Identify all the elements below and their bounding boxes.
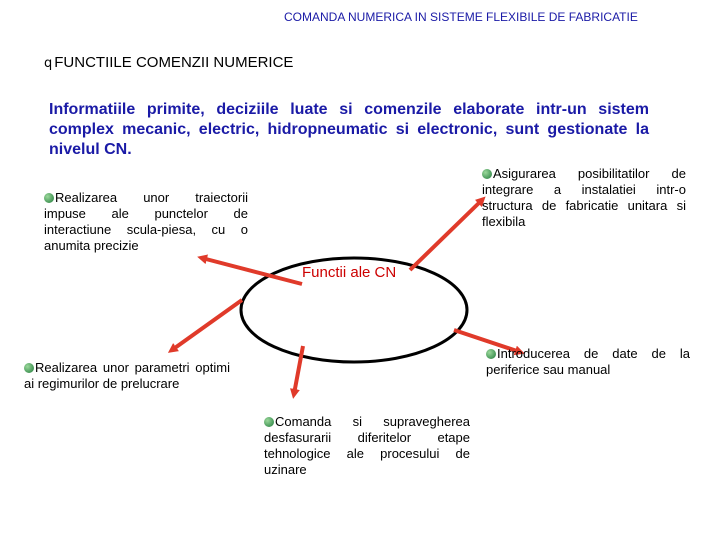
green-bullet-icon <box>482 169 492 179</box>
center-label: Functii ale CN <box>302 264 397 281</box>
arrow-to-traiectorii <box>202 258 302 284</box>
node-parametri <box>24 360 230 392</box>
node-integrare-text: Asigurarea posibilitatilor de integrare a instalatiei intr-o structura de fabricatie unitara si flexibila <box>482 166 686 229</box>
green-bullet-icon <box>264 417 274 427</box>
header-title: COMANDA NUMERICA IN SISTEME FLEXIBILE DE FABRICATIE <box>284 10 638 24</box>
section-title-text: FUNCTIILE COMENZII NUMERICE <box>54 54 294 71</box>
checkbox-bullet-icon: q <box>44 56 53 71</box>
node-comanda <box>264 414 470 478</box>
green-bullet-icon <box>24 363 34 373</box>
green-bullet-icon <box>44 193 54 203</box>
node-traiectorii <box>44 190 248 254</box>
green-bullet-icon <box>486 349 496 359</box>
node-introducere <box>486 346 690 378</box>
node-integrare <box>482 166 686 230</box>
node-comanda-text: Comanda si supravegherea desfasurarii diferitelor etape tehnologice ale procesului de uzinare <box>264 414 470 477</box>
intro-paragraph: Informatiile primite, deciziile luate si comenzile elaborate intr-un sistem complex mecanic, electric, hidropneumatic si electronic, sunt gestionate la nivelul CN. <box>49 101 649 158</box>
node-traiectorii-text: Realizarea unor traiectorii impuse ale punctelor de interactiune scula-piesa, cu o anumita precizie <box>44 190 248 253</box>
node-parametri-text: Realizarea unor parametri optimi ai regimurilor de prelucrare <box>24 360 230 391</box>
node-introducere-text: Introducerea de date de la periferice sau manual <box>486 346 690 377</box>
arrow-to-parametri <box>172 300 242 350</box>
arrow-to-integrare <box>410 200 482 270</box>
